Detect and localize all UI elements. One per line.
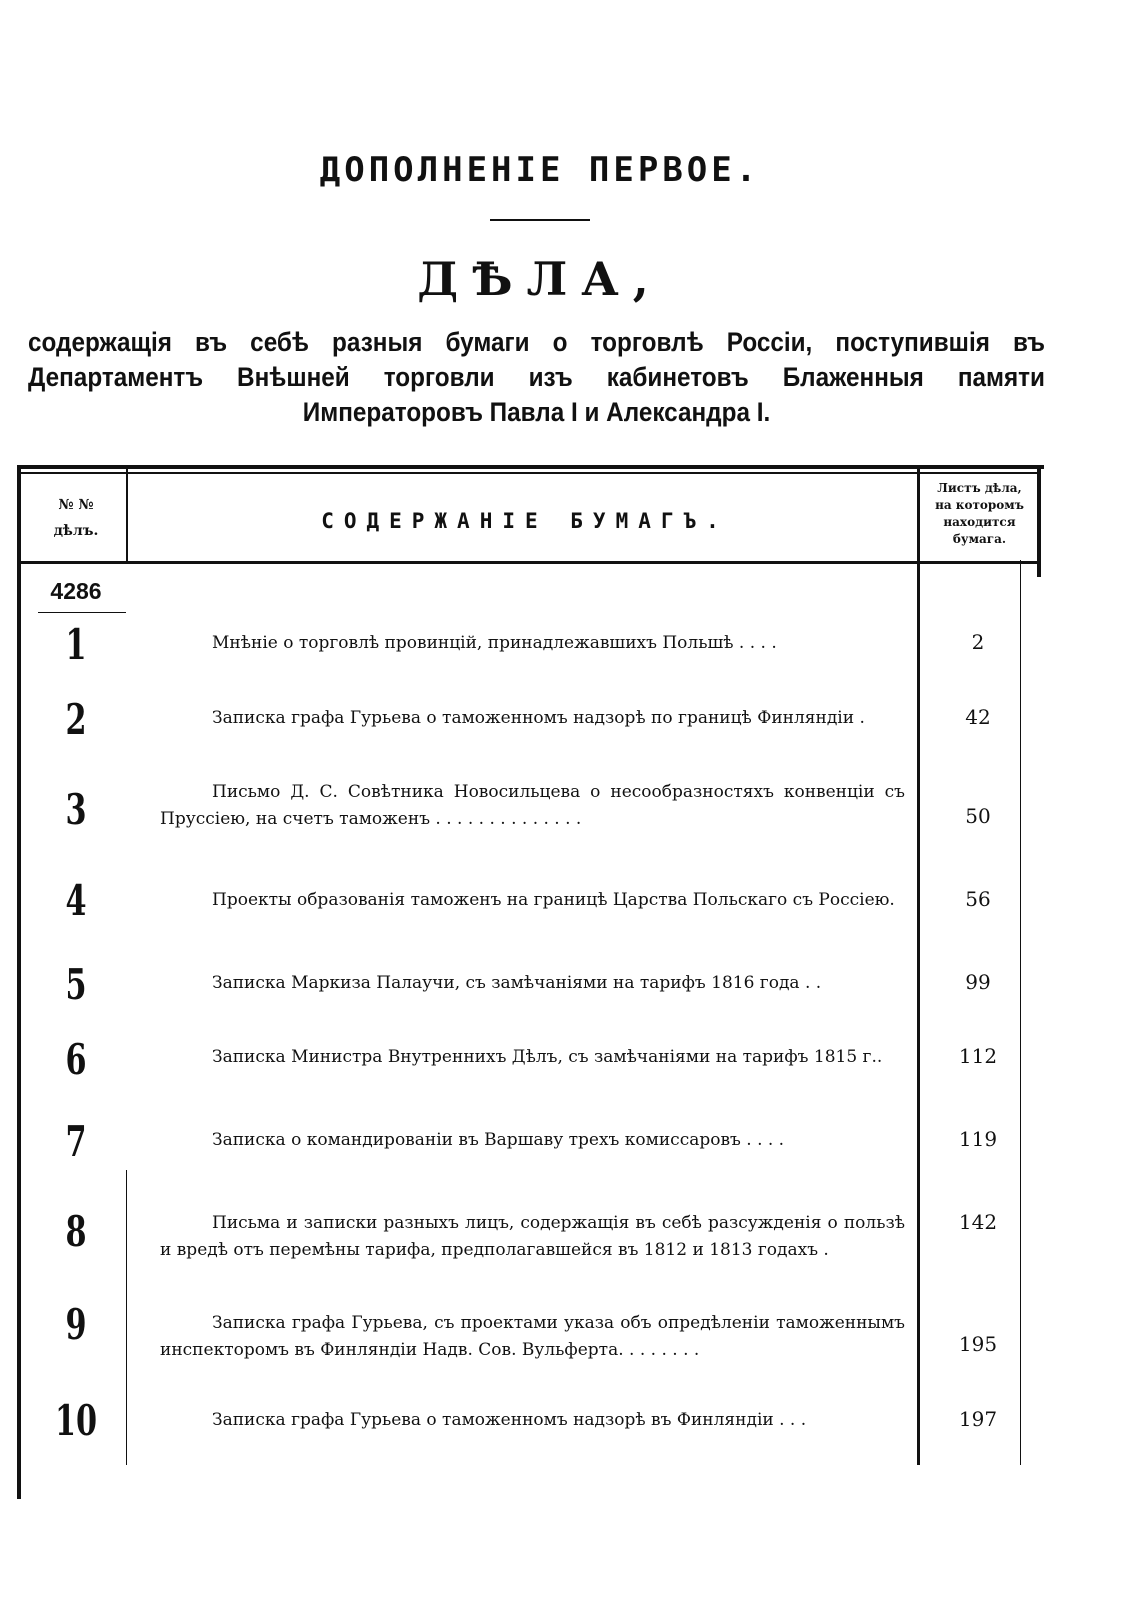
row-sheet: 50 <box>965 804 991 828</box>
title-divider <box>490 219 590 221</box>
row-text: Письма и записки разныхъ лицъ, содержащія въ себѣ разсужденія о пользѣ и вредѣ отъ перемѣны тарифа, предполагавшейся въ 1812 и 1813 годахъ . <box>160 1213 905 1260</box>
header-contents: СОДЕРЖАНІЕ БУМАГЪ. <box>321 509 729 533</box>
main-title: ДѢЛА, <box>417 252 663 306</box>
row-number: 4 <box>65 876 87 925</box>
row-text: Записка графа Гурьева о таможенномъ надзорѣ въ Финляндіи . . . <box>212 1410 807 1430</box>
row-number: 10 <box>54 1396 98 1445</box>
row-text: Записка графа Гурьева, съ проектами указа объ опредѣленіи таможеннымъ инспекторомъ въ Финляндіи Надв. Сов. Вульферта. . . . . . . . <box>160 1313 905 1360</box>
number-column-divider-lower <box>126 1170 127 1465</box>
row-sheet: 119 <box>958 1127 998 1151</box>
sheet-column-right-edge <box>1020 560 1021 1465</box>
supplement-title: ДОПОЛНЕНІЕ ПЕРВОЕ. <box>319 150 761 190</box>
row-sheet: 195 <box>958 1332 998 1356</box>
header-bottom-rule <box>17 561 1040 564</box>
header-top-rule <box>17 472 1040 474</box>
row-number: 1 <box>65 620 87 669</box>
header-case-number: № № дѣлъ. <box>53 497 99 539</box>
row-sheet: 42 <box>965 705 991 729</box>
row-number: 3 <box>65 785 87 834</box>
row-sheet: 197 <box>958 1407 998 1431</box>
header-sheet: Листъ дѣла, на которомъ находится бумага. <box>935 481 1024 546</box>
row-number: 7 <box>65 1117 87 1166</box>
number-column-divider <box>126 465 128 563</box>
row-text: Записка о командированіи въ Варшаву трехъ комиссаровъ . . . . <box>212 1130 785 1150</box>
subtitle: содержащія въ себѣ разныя бумаги о торговлѣ Россіи, поступившія въ Департаментъ Внѣшней торговли изъ кабинетовъ Блаженныя памяти Императоровъ Павла I и Александра I. <box>28 327 1045 427</box>
row-number: 2 <box>65 695 87 744</box>
row-number: 5 <box>65 960 87 1009</box>
row-text: Записка графа Гурьева о таможенномъ надзорѣ по границѣ Финляндіи . <box>212 708 865 728</box>
row-number: 8 <box>65 1207 87 1256</box>
sheet-column-divider <box>917 465 920 1465</box>
row-text: Записка Министра Внутреннихъ Дѣлъ, съ замѣчаніями на тарифъ 1815 г.. <box>212 1047 883 1067</box>
row-text: Проекты образованія таможенъ на границѣ Царства Польскаго съ Россіею. <box>212 890 895 910</box>
volume-rule <box>38 612 126 613</box>
volume-number: 4286 <box>50 578 102 604</box>
row-number: 6 <box>65 1035 87 1084</box>
row-text: Мнѣніе о торговлѣ провинцій, принадлежавшихъ Польшѣ . . . . <box>212 633 777 653</box>
row-sheet: 56 <box>965 887 991 911</box>
row-sheet: 99 <box>965 970 991 994</box>
row-number: 9 <box>65 1300 87 1349</box>
row-sheet: 112 <box>958 1044 998 1068</box>
row-text: Записка Маркиза Палаучи, съ замѣчаніями на тарифъ 1816 года . . <box>212 973 822 993</box>
row-text: Письмо Д. С. Совѣтника Новосильцева о несообразностяхъ конвенціи съ Пруссіею, на счетъ таможенъ . . . . . . . . . . . . . . <box>160 782 905 829</box>
row-sheet: 142 <box>958 1210 998 1234</box>
row-sheet: 2 <box>971 630 985 654</box>
